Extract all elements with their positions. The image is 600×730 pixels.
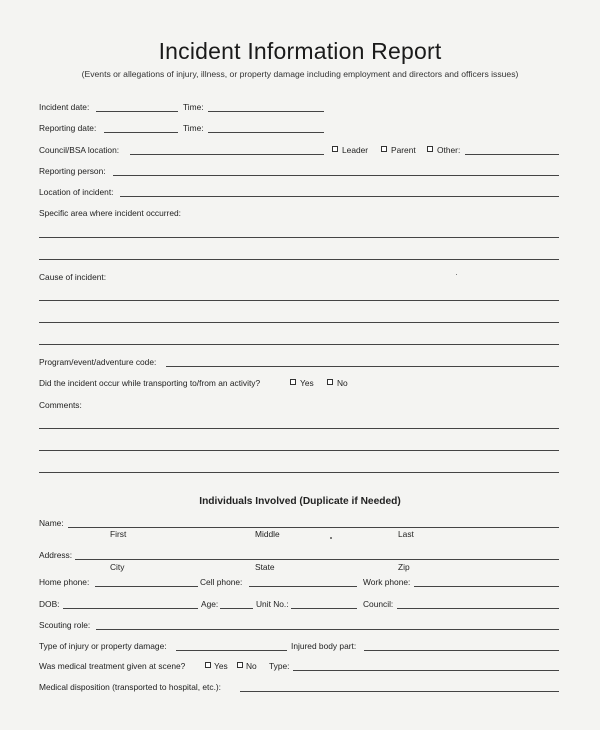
address-field[interactable] (75, 559, 559, 560)
transport-no-checkbox[interactable] (327, 379, 333, 385)
program-code-label: Program/event/adventure code: (39, 357, 157, 367)
transport-yes-label: Yes (300, 378, 314, 388)
other-label: Other: (437, 145, 461, 155)
city-caption: City (110, 562, 125, 572)
reporting-time-label: Time: (183, 123, 204, 133)
page-title: Incident Information Report (158, 38, 442, 64)
cause-line-3[interactable] (39, 344, 559, 345)
dob-field[interactable] (63, 608, 198, 609)
state-caption: State (255, 562, 275, 572)
cause-label: Cause of incident: (39, 272, 107, 282)
work-phone-field[interactable] (414, 586, 559, 587)
leader-label: Leader (342, 145, 369, 155)
location-label: Location of incident: (39, 187, 114, 197)
incident-date-label: Incident date: (39, 102, 90, 112)
medical-disposition-label: Medical disposition (transported to hospital, etc.): (39, 682, 222, 692)
transport-no-label: No (337, 378, 348, 388)
age-label: Age: (201, 599, 219, 609)
location-field[interactable] (120, 196, 559, 197)
comments-line-2[interactable] (39, 450, 559, 451)
dob-label: DOB: (39, 599, 60, 609)
first-name-caption: First (110, 529, 127, 539)
specific-area-label: Specific area where incident occurred: (39, 208, 181, 218)
scouting-role-field[interactable] (96, 629, 559, 630)
other-field[interactable] (465, 154, 559, 155)
medical-treatment-question: Was medical treatment given at scene? (39, 661, 186, 671)
cause-line-1[interactable] (39, 300, 559, 301)
council-location-field[interactable] (130, 154, 324, 155)
last-name-caption: Last (398, 529, 414, 539)
reporting-person-field[interactable] (113, 175, 559, 176)
injury-type-label: Type of injury or property damage: (39, 641, 167, 651)
age-field[interactable] (220, 608, 253, 609)
reporting-date-label: Reporting date: (39, 123, 97, 133)
incident-time-label: Time: (183, 102, 204, 112)
incident-date-field[interactable] (96, 111, 178, 112)
unit-no-field[interactable] (291, 608, 357, 609)
specific-area-line-1[interactable] (39, 237, 559, 238)
incident-time-field[interactable] (208, 111, 324, 112)
specific-area-line-2[interactable] (39, 259, 559, 260)
comments-label: Comments: (39, 400, 82, 410)
treatment-no-checkbox[interactable] (237, 662, 243, 668)
injured-body-part-label: Injured body part: (291, 641, 357, 651)
comments-line-1[interactable] (39, 428, 559, 429)
name-label: Name: (39, 518, 64, 528)
scouting-role-label: Scouting role: (39, 620, 91, 630)
middle-name-caption: Middle (255, 529, 280, 539)
treatment-yes-checkbox[interactable] (205, 662, 211, 668)
scan-speck (330, 537, 332, 539)
transport-yes-checkbox[interactable] (290, 379, 296, 385)
treatment-type-label: Type: (269, 661, 290, 671)
leader-checkbox[interactable] (332, 146, 338, 152)
treatment-yes-label: Yes (214, 661, 228, 671)
reporting-date-field[interactable] (104, 132, 178, 133)
scan-speck (456, 274, 457, 275)
transport-question: Did the incident occur while transporting to/from an activity? (39, 378, 261, 388)
address-label: Address: (39, 550, 73, 560)
name-field[interactable] (68, 527, 559, 528)
work-phone-label: Work phone: (363, 577, 411, 587)
injured-body-part-field[interactable] (364, 650, 559, 651)
reporting-time-field[interactable] (208, 132, 324, 133)
reporting-person-label: Reporting person: (39, 166, 106, 176)
council-location-label: Council/BSA location: (39, 145, 120, 155)
home-phone-label: Home phone: (39, 577, 90, 587)
program-code-field[interactable] (166, 366, 559, 367)
individuals-section-title: Individuals Involved (Duplicate if Needed) (199, 496, 401, 507)
treatment-no-label: No (246, 661, 257, 671)
home-phone-field[interactable] (95, 586, 198, 587)
cell-phone-label: Cell phone: (200, 577, 243, 587)
comments-line-3[interactable] (39, 472, 559, 473)
treatment-type-field[interactable] (293, 670, 559, 671)
council-field[interactable] (397, 608, 559, 609)
cause-line-2[interactable] (39, 322, 559, 323)
zip-caption: Zip (398, 562, 410, 572)
council-label: Council: (363, 599, 394, 609)
parent-checkbox[interactable] (381, 146, 387, 152)
cell-phone-field[interactable] (249, 586, 357, 587)
medical-disposition-field[interactable] (240, 691, 559, 692)
injury-type-field[interactable] (176, 650, 287, 651)
page-subtitle: (Events or allegations of injury, illness, or property damage including employment and directors and officers issues) (81, 69, 519, 79)
other-checkbox[interactable] (427, 146, 433, 152)
unit-no-label: Unit No.: (256, 599, 289, 609)
parent-label: Parent (391, 145, 416, 155)
